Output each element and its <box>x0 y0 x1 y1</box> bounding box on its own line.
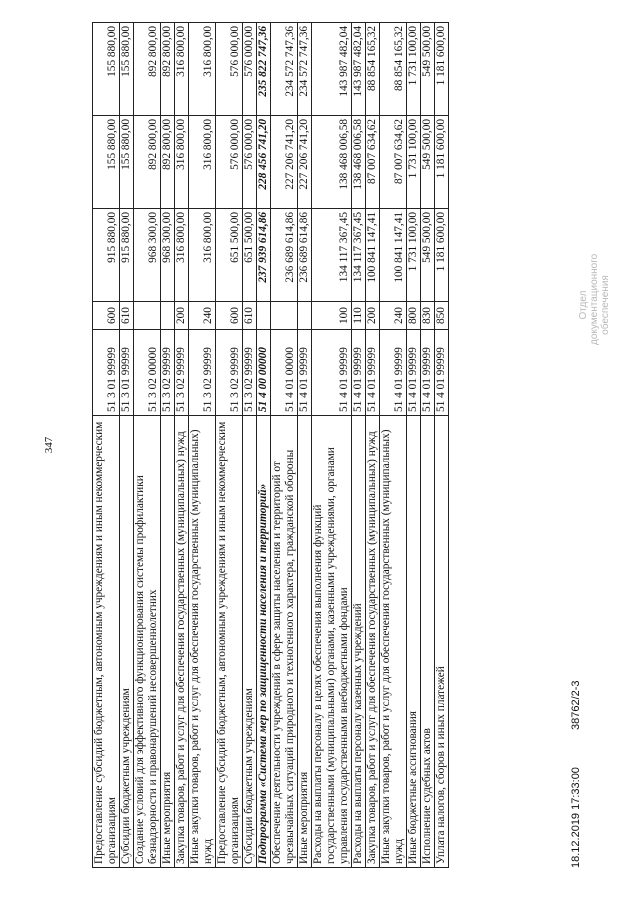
table-row <box>175 23 189 868</box>
row-code-cell: 51 4 01 99999 <box>421 330 435 416</box>
row-value-2022-cell: 576 000,00 <box>243 23 257 116</box>
row-value-2020-cell: 549 500,00 <box>421 209 435 302</box>
row-value-2022-cell: 155 880,00 <box>120 23 134 116</box>
row-code-cell: 51 4 01 99999 <box>312 330 352 416</box>
row-value-2022-cell: 549 500,00 <box>421 23 435 116</box>
row-value-2020-cell: 968 300,00 <box>161 209 175 302</box>
row-value-2021-cell: 892 800,00 <box>161 116 175 209</box>
row-name-cell: Закупка товаров, работ и услуг для обеспечения государственных (муниципальных) нужд <box>366 416 380 868</box>
table-row <box>93 23 120 868</box>
row-value-2022-cell: 234 572 747,36 <box>271 23 298 116</box>
row-value-2021-cell: 1 731 100,00 <box>407 116 421 209</box>
row-value-2021-cell: 576 000,00 <box>243 116 257 209</box>
row-vr-cell: 600 <box>216 302 243 330</box>
row-vr-cell <box>134 302 161 330</box>
row-value-2022-cell: 892 800,00 <box>161 23 175 116</box>
row-code-cell: 51 3 01 99999 <box>93 330 120 416</box>
row-name-cell: Исполнение судебных актов <box>421 416 435 868</box>
row-vr-cell: 200 <box>175 302 189 330</box>
department-stamp <box>578 253 618 345</box>
row-value-2021-cell: 138 468 006,58 <box>352 116 366 209</box>
row-name-cell: Закупка товаров, работ и услуг для обеспечения государственных (муниципальных) нужд <box>175 416 189 868</box>
row-name-cell: Иные закупки товаров, работ и услуг для обеспечения государственных (муниципальных) нужд <box>189 416 216 868</box>
footer-datetime: 18.12.2019 17:33:00 <box>570 767 582 868</box>
page-footer <box>570 538 586 868</box>
row-vr-cell <box>161 302 175 330</box>
rotated-sheet <box>92 23 574 868</box>
row-value-2022-cell: 143 987 482,04 <box>312 23 352 116</box>
row-vr-cell: 830 <box>421 302 435 330</box>
table-row <box>407 23 421 868</box>
row-name-cell: Иные закупки товаров, работ и услуг для обеспечения государственных (муниципальных) нужд <box>380 416 407 868</box>
row-name-cell: Предоставление субсидий бюджетным, автономным учреждениям и иным некоммерческим организациям <box>216 416 243 868</box>
row-value-2020-cell: 915 880,00 <box>120 209 134 302</box>
table-row <box>216 23 243 868</box>
row-value-2022-cell: 88 854 165,32 <box>380 23 407 116</box>
row-name-cell: Иные мероприятия <box>298 416 312 868</box>
row-name-cell: Расходы на выплаты персоналу в целях обеспечения выполнения функций государственными (муниципальными) органами, казенными учреждениями, органами управления государственными внебюджетными фондами <box>312 416 352 868</box>
row-name-cell: Создание условий для эффективного функционирования системы профилактики безнадзорности и правонарушений несовершеннолетних <box>134 416 161 868</box>
row-value-2021-cell: 316 800,00 <box>175 116 189 209</box>
row-name-cell: Обеспечение деятельности учреждений в сфере защиты населения и территорий от чрезвычайных ситуаций природного и техногенного характера, гражданской обороны <box>271 416 298 868</box>
row-value-2021-cell: 227 206 741,20 <box>271 116 298 209</box>
table-row <box>189 23 216 868</box>
row-value-2020-cell: 651 500,00 <box>216 209 243 302</box>
table-row <box>243 23 257 868</box>
row-code-cell: 51 3 02 99999 <box>243 330 257 416</box>
stamp-line-2: обеспечения <box>600 275 611 335</box>
row-code-cell: 51 3 02 99999 <box>189 330 216 416</box>
table-row <box>380 23 407 868</box>
row-code-cell: 51 3 02 99999 <box>216 330 243 416</box>
row-value-2021-cell: 228 456 741,20 <box>257 116 271 209</box>
row-code-cell: 51 3 01 99999 <box>120 330 134 416</box>
row-code-cell: 51 4 01 99999 <box>435 330 449 416</box>
row-code-cell: 51 3 02 99999 <box>175 330 189 416</box>
row-value-2020-cell: 236 689 614,86 <box>271 209 298 302</box>
row-value-2022-cell: 316 800,00 <box>175 23 189 116</box>
row-code-cell: 51 4 00 00000 <box>257 330 271 416</box>
row-vr-cell: 610 <box>120 302 134 330</box>
row-name-cell: Субсидии бюджетным учреждениям <box>120 416 134 868</box>
table-row <box>134 23 161 868</box>
row-code-cell: 51 4 01 99999 <box>352 330 366 416</box>
row-value-2020-cell: 316 800,00 <box>189 209 216 302</box>
table-row <box>352 23 366 868</box>
row-code-cell: 51 4 01 99999 <box>380 330 407 416</box>
row-value-2021-cell: 1 181 600,00 <box>435 116 449 209</box>
row-value-2021-cell: 155 880,00 <box>93 116 120 209</box>
row-code-cell: 51 3 02 00000 <box>134 330 161 416</box>
table-row <box>257 23 271 868</box>
row-value-2021-cell: 576 000,00 <box>216 116 243 209</box>
row-value-2020-cell: 236 689 614,86 <box>298 209 312 302</box>
table-row <box>161 23 175 868</box>
footer-doc-id: 38762/2-3 <box>570 680 582 730</box>
row-vr-cell: 200 <box>366 302 380 330</box>
row-code-cell: 51 4 01 00000 <box>271 330 298 416</box>
row-value-2020-cell: 651 500,00 <box>243 209 257 302</box>
row-value-2021-cell: 316 800,00 <box>189 116 216 209</box>
table-row <box>435 23 449 868</box>
row-vr-cell: 800 <box>407 302 421 330</box>
table-row <box>366 23 380 868</box>
row-code-cell: 51 4 01 99999 <box>366 330 380 416</box>
row-value-2021-cell: 892 800,00 <box>134 116 161 209</box>
row-value-2021-cell: 227 206 741,20 <box>298 116 312 209</box>
row-vr-cell <box>298 302 312 330</box>
row-vr-cell: 600 <box>93 302 120 330</box>
row-value-2020-cell: 1 731 100,00 <box>407 209 421 302</box>
table-row <box>421 23 435 868</box>
row-vr-cell <box>257 302 271 330</box>
row-vr-cell: 110 <box>352 302 366 330</box>
row-value-2020-cell: 134 117 367,45 <box>352 209 366 302</box>
row-value-2020-cell: 134 117 367,45 <box>312 209 352 302</box>
row-name-cell: Предоставление субсидий бюджетным, автономным учреждениям и иным некоммерческим организациям <box>93 416 120 868</box>
row-code-cell: 51 4 01 99999 <box>407 330 421 416</box>
row-value-2020-cell: 968 300,00 <box>134 209 161 302</box>
row-value-2022-cell: 316 800,00 <box>189 23 216 116</box>
row-value-2020-cell: 237 939 614,86 <box>257 209 271 302</box>
budget-table <box>92 22 449 868</box>
row-value-2022-cell: 155 880,00 <box>93 23 120 116</box>
row-vr-cell: 610 <box>243 302 257 330</box>
row-name-cell: Субсидии бюджетным учреждениям <box>243 416 257 868</box>
row-value-2020-cell: 100 841 147,41 <box>366 209 380 302</box>
row-value-2022-cell: 1 731 100,00 <box>407 23 421 116</box>
stamp-line-1: Отдел документационного <box>578 253 600 345</box>
row-value-2021-cell: 138 468 006,58 <box>312 116 352 209</box>
row-name-cell: Подпрограмма «Система мер по защищенности населения и территорий» <box>257 416 271 868</box>
row-vr-cell: 850 <box>435 302 449 330</box>
row-value-2021-cell: 549 500,00 <box>421 116 435 209</box>
row-value-2020-cell: 316 800,00 <box>175 209 189 302</box>
row-value-2022-cell: 235 822 747,36 <box>257 23 271 116</box>
table-row <box>120 23 134 868</box>
row-value-2020-cell: 915 880,00 <box>93 209 120 302</box>
page-number: 347 <box>43 436 55 454</box>
table-row <box>312 23 352 868</box>
row-value-2020-cell: 1 181 600,00 <box>435 209 449 302</box>
row-name-cell: Уплата налогов, сборов и иных платежей <box>435 416 449 868</box>
row-value-2022-cell: 576 000,00 <box>216 23 243 116</box>
row-code-cell: 51 3 02 99999 <box>161 330 175 416</box>
row-vr-cell: 240 <box>380 302 407 330</box>
row-code-cell: 51 4 01 99999 <box>298 330 312 416</box>
row-value-2021-cell: 87 007 634,62 <box>380 116 407 209</box>
row-name-cell: Иные бюджетные ассигнования <box>407 416 421 868</box>
row-value-2020-cell: 100 841 147,41 <box>380 209 407 302</box>
row-value-2021-cell: 155 880,00 <box>120 116 134 209</box>
table-row <box>298 23 312 868</box>
row-name-cell: Расходы на выплаты персоналу казенных учреждений <box>352 416 366 868</box>
row-vr-cell <box>271 302 298 330</box>
row-value-2022-cell: 88 854 165,32 <box>366 23 380 116</box>
row-name-cell: Иные мероприятия <box>161 416 175 868</box>
row-vr-cell: 100 <box>312 302 352 330</box>
row-vr-cell: 240 <box>189 302 216 330</box>
row-value-2022-cell: 892 800,00 <box>134 23 161 116</box>
table-row <box>271 23 298 868</box>
row-value-2021-cell: 87 007 634,62 <box>366 116 380 209</box>
row-value-2022-cell: 234 572 747,36 <box>298 23 312 116</box>
row-value-2022-cell: 1 181 600,00 <box>435 23 449 116</box>
row-value-2022-cell: 143 987 482,04 <box>352 23 366 116</box>
